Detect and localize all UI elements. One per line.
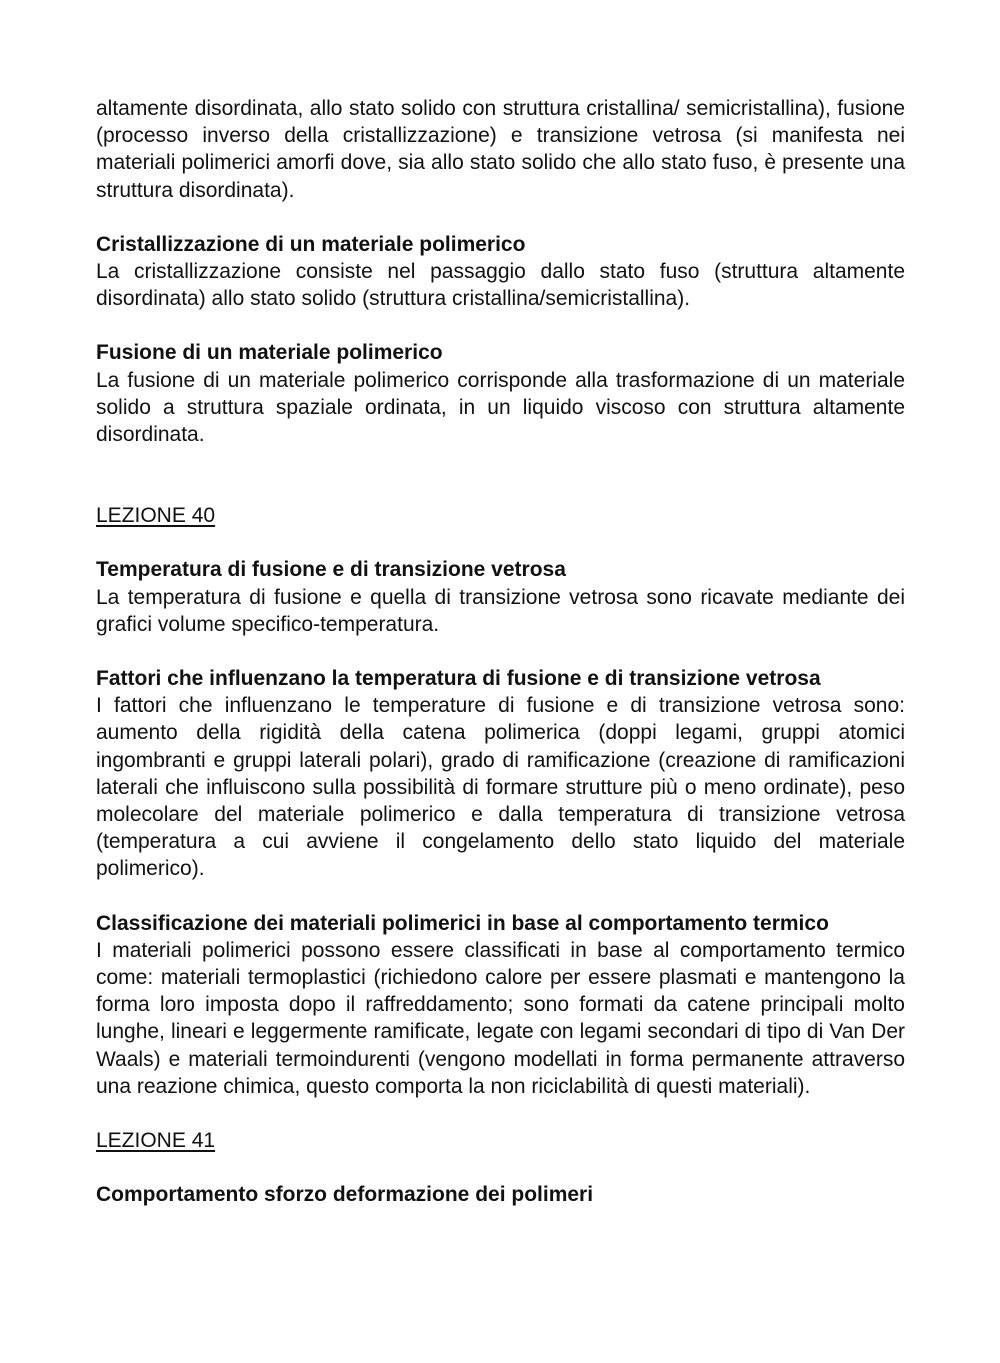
para-temperatura: La temperatura di fusione e quella di transizione vetrosa sono ricavate mediante dei grafici volume specifico-temperatura. [96, 585, 905, 636]
lesson-41-title: LEZIONE 41 [96, 1129, 216, 1153]
intro-paragraph: altamente disordinata, allo stato solido con struttura cristallina/ semicristallina), fusione (processo inverso della cristallizzazione) e transizione vetrosa (si manifesta nei materiali polimerici amorfi dove, sia allo stato solido che allo stato fuso, è presente una struttura disordinata). [96, 97, 905, 202]
para-cristallizzazione: La cristallizzazione consiste nel passaggio dallo stato fuso (struttura altamente disordinata) allo stato solido (struttura cristallina/semicristallina). [96, 260, 905, 311]
heading-fusione: Fusione di un materiale polimerico [96, 341, 443, 365]
para-fusione: La fusione di un materiale polimerico corrisponde alla trasformazione di un materiale solido a struttura spaziale ordinata, in un liquido viscoso con struttura altamente disordinata. [96, 368, 905, 447]
lesson-40-title: LEZIONE 40 [96, 504, 216, 528]
heading-sforzo: Comportamento sforzo deformazione dei polimeri [96, 1183, 594, 1207]
para-classificazione: I materiali polimerici possono essere classificati in base al comportamento termico come: materiali termoplastici (richiedono calore per essere plasmati e mantengono la forma loro imposta dopo il raffreddamento; sono formati da catene principali molto lunghe, lineari e leggermente ramificate, legate con legami secondari di tipo di Van Der Waals) e materiali termoindurenti (vengono modellati in forma permanente attraverso una reazione chimica, questo comporta la non riciclabilità di questi materiali). [96, 938, 905, 1098]
heading-temperatura: Temperatura di fusione e di transizione vetrosa [96, 558, 566, 582]
heading-classificazione: Classificazione dei materiali polimerici in base al comportamento termico [96, 911, 829, 935]
heading-cristallizzazione: Cristallizzazione di un materiale polimerico [96, 232, 526, 256]
heading-fattori: Fattori che influenzano la temperatura di fusione e di transizione vetrosa [96, 667, 821, 691]
document-page [96, 95, 905, 1209]
para-fattori: I fattori che influenzano le temperature di fusione e di transizione vetrosa sono: aumento della rigidità della catena polimerica (doppi legami, gruppi atomici ingombranti e gruppi laterali polari), grado di ramificazione (creazione di ramificazioni laterali che influiscono sulla possibilità di formare strutture più o meno ordinate), peso molecolare del materiale polimerico e dalla temperatura di transizione vetrosa (temperatura a cui avviene il congelamento dello stato liquido del materiale polimerico). [96, 694, 905, 881]
